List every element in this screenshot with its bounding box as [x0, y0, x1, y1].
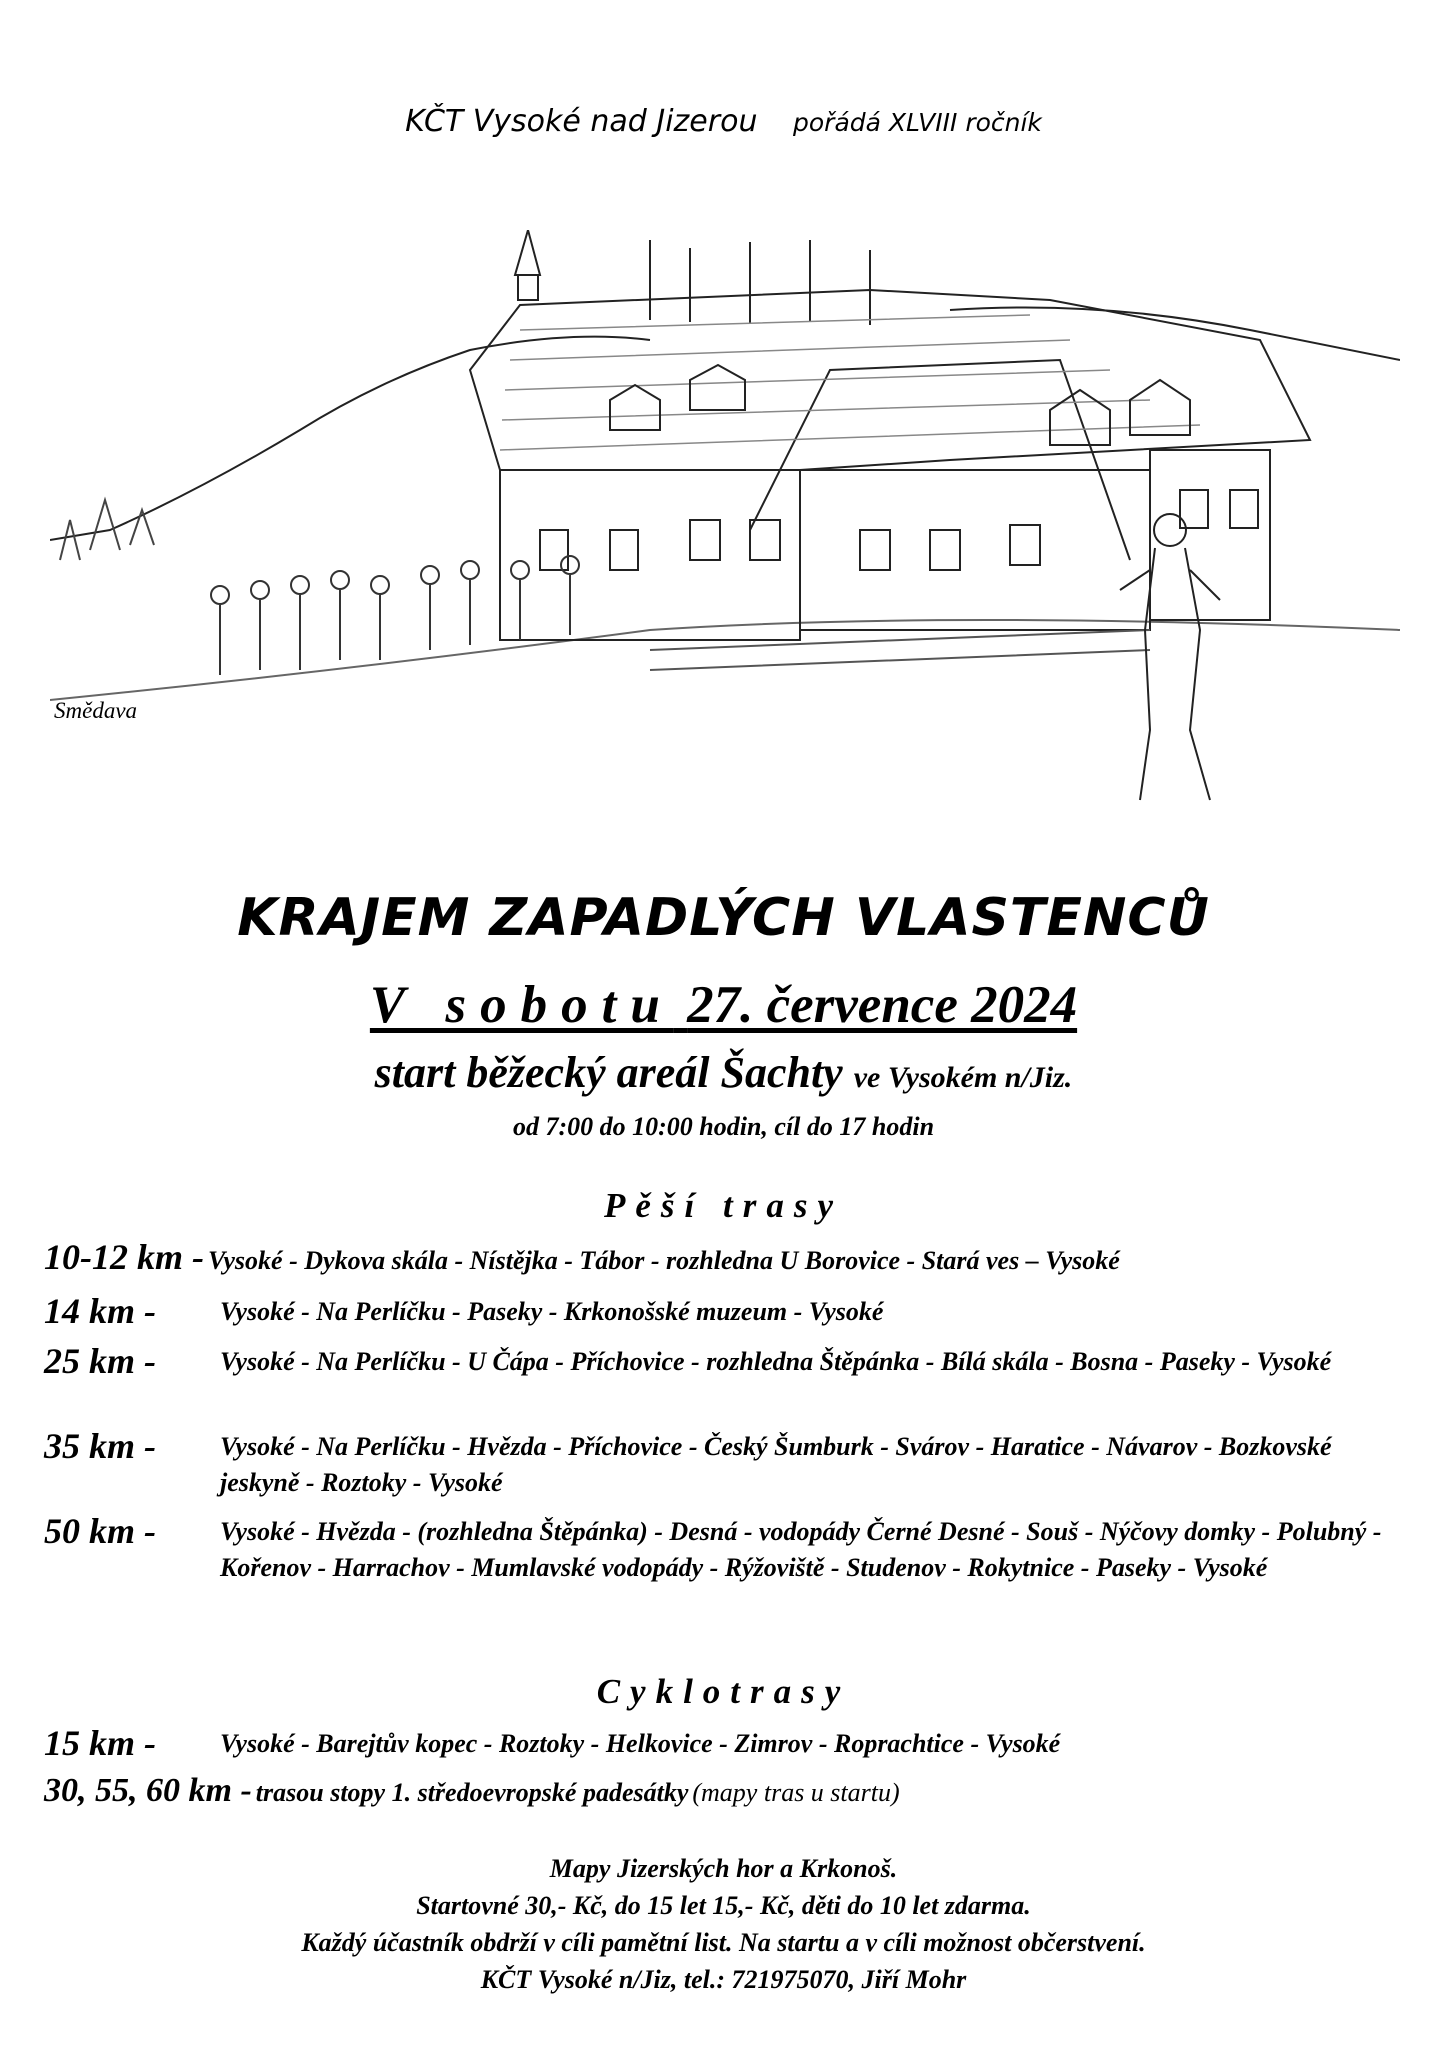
route-distance: 15 km -: [44, 1723, 156, 1763]
route-distance: 30, 55, 60 km -: [44, 1772, 252, 1809]
footer-info: [0, 1850, 1447, 1998]
edition: pořádá XLVIII ročník: [793, 108, 1042, 137]
route-distance: 35 km -: [44, 1426, 156, 1466]
route-distance: 14 km -: [44, 1291, 156, 1331]
footer-certificate: Každý účastník obdrží v cíli pamětní list. Na startu a v cíli možnost občerstvení.: [301, 1928, 1146, 1957]
route-note: (mapy tras u startu): [692, 1778, 900, 1807]
walking-route: [44, 1340, 1414, 1382]
date-prefix: V sobotu: [369, 976, 674, 1034]
walking-route: [44, 1236, 1414, 1279]
route-distance: 50 km -: [44, 1511, 156, 1551]
cycling-route: [44, 1772, 1414, 1811]
lodge-sketch-illustration: [50, 230, 1400, 842]
route-path: trasou stopy 1. středoevropské padesátky: [255, 1778, 689, 1807]
start-place: ve Vysokém n/Jiz.: [853, 1061, 1073, 1094]
route-path: Vysoké - Na Perlíčku - U Čápa - Příchovice - rozhledna Štěpánka - Bílá skála - Bosna - Paseky - Vysoké: [220, 1347, 1332, 1376]
route-path: Vysoké - Hvězda - (rozhledna Štěpánka) - Desná - vodopády Černé Desné - Souš - Nýčovy domky - Polubný - Kořenov - Harrachov - Mumlavské vodopády - Rýžoviště - Studenov - Rokytnice - Paseky - Vysoké: [220, 1517, 1382, 1582]
route-path: Vysoké - Na Perlíčku - Hvězda - Příchovice - Český Šumburk - Svárov - Haratice - Návarov - Bozkovské jeskyně - Roztoky - Vysoké: [220, 1432, 1332, 1497]
cycling-routes-title: Cyklotrasy: [596, 1672, 851, 1711]
organizer: KČT Vysoké nad Jizerou: [405, 104, 758, 139]
footer-maps: Mapy Jizerských hor a Krkonoš.: [549, 1854, 898, 1883]
route-distance: 10-12 km -: [44, 1237, 204, 1277]
route-path: Vysoké - Dykova skála - Nístějka - Tábor - rozhledna U Borovice - Stará ves – Vysoké: [207, 1246, 1120, 1275]
start-location: [0, 1047, 1447, 1098]
header: [0, 104, 1447, 139]
walking-route: [44, 1425, 1414, 1501]
walking-route: [44, 1510, 1414, 1586]
route-path: Vysoké - Barejtův kopec - Roztoky - Helkovice - Zimrov - Roprachtice - Vysoké: [220, 1729, 1061, 1758]
footer-contact: KČT Vysoké n/Jiz, tel.: 721975070, Jiří Mohr: [480, 1965, 967, 1994]
walking-route: [44, 1290, 1414, 1332]
event-title: KRAJEM ZAPADLÝCH VLASTENCŮ: [237, 888, 1210, 948]
route-distance: 25 km -: [44, 1341, 156, 1381]
date-value: 27. července 2024: [687, 976, 1078, 1034]
footer-fees: Startovné 30,- Kč, do 15 let 15,- Kč, děti do 10 let zdarma.: [416, 1891, 1031, 1920]
walking-routes-title: Pěší trasy: [603, 1186, 843, 1225]
image-caption: Smědava: [54, 698, 138, 723]
cycling-route: [44, 1722, 1414, 1764]
start-hours: od 7:00 do 10:00 hodin, cíl do 17 hodin: [512, 1112, 935, 1141]
route-path: Vysoké - Na Perlíčku - Paseky - Krkonošské muzeum - Vysoké: [220, 1297, 884, 1326]
event-date: [0, 975, 1447, 1035]
start-main: start běžecký areál Šachty: [374, 1048, 843, 1097]
